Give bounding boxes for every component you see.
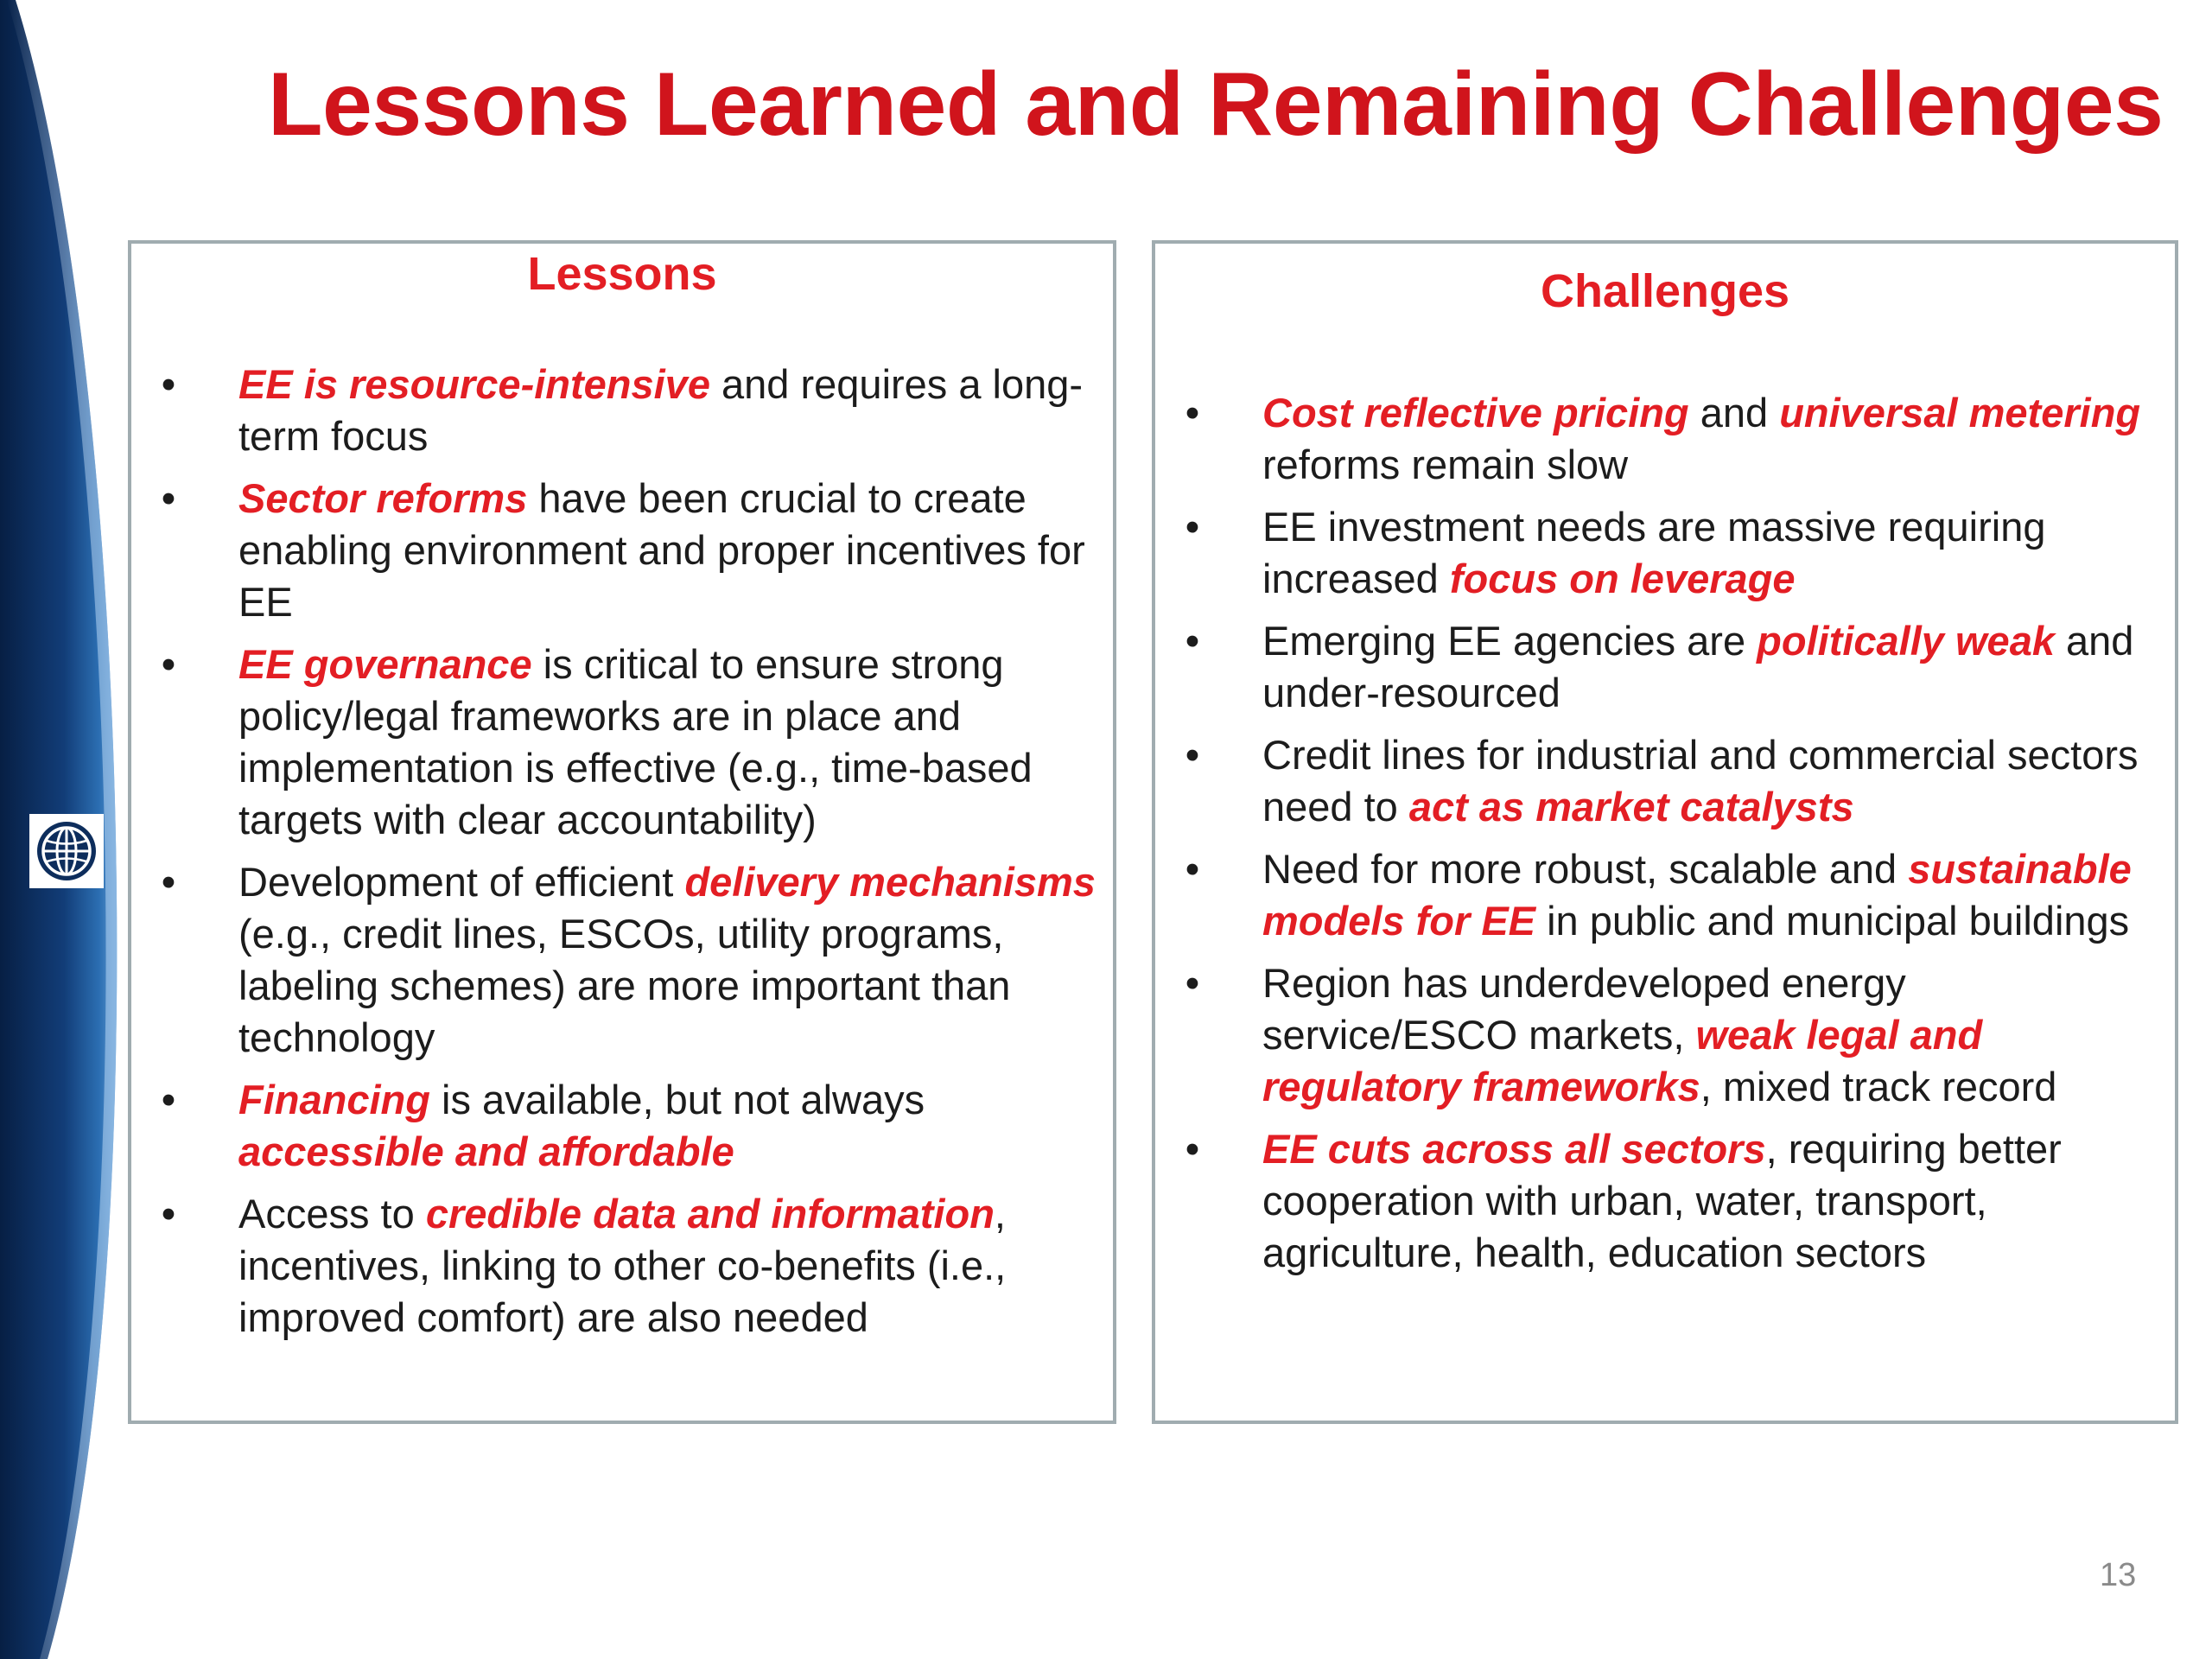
bullet-text: and under-resourced	[1262, 618, 2134, 715]
bullet-icon: •	[1185, 390, 1200, 435]
page-number: 13	[2100, 1557, 2137, 1593]
highlighted-phrase: weak legal and regulatory frameworks	[1262, 1012, 1983, 1109]
lessons-panel	[128, 240, 1116, 1424]
bullet-text: reforms remain slow	[1262, 442, 1629, 487]
world-bank-globe-logo	[29, 814, 104, 888]
highlighted-phrase: credible data and information	[425, 1191, 995, 1236]
highlighted-phrase: focus on leverage	[1449, 556, 1796, 601]
globe-icon	[34, 818, 99, 884]
bullet-icon: •	[161, 641, 176, 687]
highlighted-phrase: EE cuts across all sectors	[1262, 1126, 1766, 1172]
challenges-bullet-item	[1155, 1123, 2178, 1279]
challenges-bullet-item	[1155, 501, 2178, 605]
bullet-icon: •	[161, 1191, 176, 1236]
bullet-icon: •	[1185, 504, 1200, 550]
challenges-bullet-item	[1155, 729, 2178, 833]
bullet-icon: •	[161, 475, 176, 521]
bullet-icon: •	[1185, 846, 1200, 892]
highlighted-phrase: Sector reforms	[238, 475, 528, 521]
bullet-text: , incentives, linking to other co-benefits (i.e., improved comfort) are also needed	[238, 1191, 1007, 1340]
highlighted-phrase: politically weak	[1757, 618, 2055, 664]
slide-title: Lessons Learned and Remaining Challenges	[268, 54, 2164, 155]
lessons-bullet-item	[131, 1074, 1116, 1178]
highlighted-phrase: Financing	[238, 1077, 430, 1122]
bullet-text: Region has underdeveloped energy service/ESCO markets,	[1262, 960, 1906, 1058]
bullet-icon: •	[1185, 960, 1200, 1006]
bullet-text: is available, but not always	[429, 1077, 925, 1122]
lessons-bullet-item	[131, 639, 1116, 846]
lessons-heading: Lessons	[527, 248, 717, 300]
bullet-text: in public and municipal buildings	[1535, 898, 2130, 944]
highlighted-phrase: delivery mechanisms	[684, 859, 1096, 905]
highlighted-phrase: Cost reflective pricing	[1262, 390, 1689, 435]
bullet-icon: •	[1185, 1126, 1200, 1172]
highlighted-phrase: EE governance	[238, 641, 532, 687]
challenges-bullet-item	[1155, 387, 2178, 491]
bullet-text: , mixed track record	[1700, 1064, 2057, 1109]
challenges-heading: Challenges	[1540, 265, 1790, 317]
challenges-panel	[1152, 240, 2178, 1424]
highlighted-phrase: EE is resource-intensive	[238, 361, 710, 407]
bullet-text: Credit lines for industrial and commercial sectors need to	[1262, 732, 2139, 830]
challenges-bullet-item	[1155, 957, 2178, 1113]
highlighted-phrase: accessible and affordable	[238, 1128, 734, 1174]
lessons-bullet-item	[131, 1188, 1116, 1344]
highlighted-phrase: sustainable models for EE	[1262, 846, 2132, 944]
bullet-text: Emerging EE agencies are	[1262, 618, 1758, 664]
bullet-text: and	[1688, 390, 1780, 435]
highlighted-phrase: act as market catalysts	[1408, 784, 1854, 830]
bullet-text: have been crucial to create enabling environment and proper incentives for EE	[238, 475, 1085, 625]
lessons-bullet-item	[131, 856, 1116, 1064]
bullet-text: is critical to ensure strong policy/legal frameworks are in place and implementation is effective (e.g., time-based targets with clear accountability)	[238, 641, 1033, 842]
bullet-icon: •	[1185, 618, 1200, 664]
bullet-text: and requires a long-term focus	[238, 361, 1084, 459]
bullet-text: EE investment needs are massive requiring increased	[1262, 504, 2046, 601]
challenges-list	[1155, 387, 2178, 1289]
bullet-icon: •	[1185, 732, 1200, 778]
challenges-bullet-item	[1155, 615, 2178, 719]
bullet-text: Access to	[238, 1191, 426, 1236]
bullet-icon: •	[161, 361, 176, 407]
lessons-bullet-item	[131, 359, 1116, 462]
lessons-list	[131, 359, 1116, 1354]
bullet-icon: •	[161, 1077, 176, 1122]
bullet-text: (e.g., credit lines, ESCOs, utility programs, labeling schemes) are more important than technology	[238, 911, 1011, 1060]
bullet-text: , requiring better cooperation with urban, water, transport, agriculture, health, education sectors	[1262, 1126, 2062, 1275]
bullet-text: Development of efficient	[238, 859, 685, 905]
lessons-bullet-item	[131, 473, 1116, 628]
challenges-bullet-item	[1155, 843, 2178, 947]
bullet-icon: •	[161, 859, 176, 905]
bullet-text: Need for more robust, scalable and	[1262, 846, 1909, 892]
highlighted-phrase: universal metering	[1779, 390, 2141, 435]
